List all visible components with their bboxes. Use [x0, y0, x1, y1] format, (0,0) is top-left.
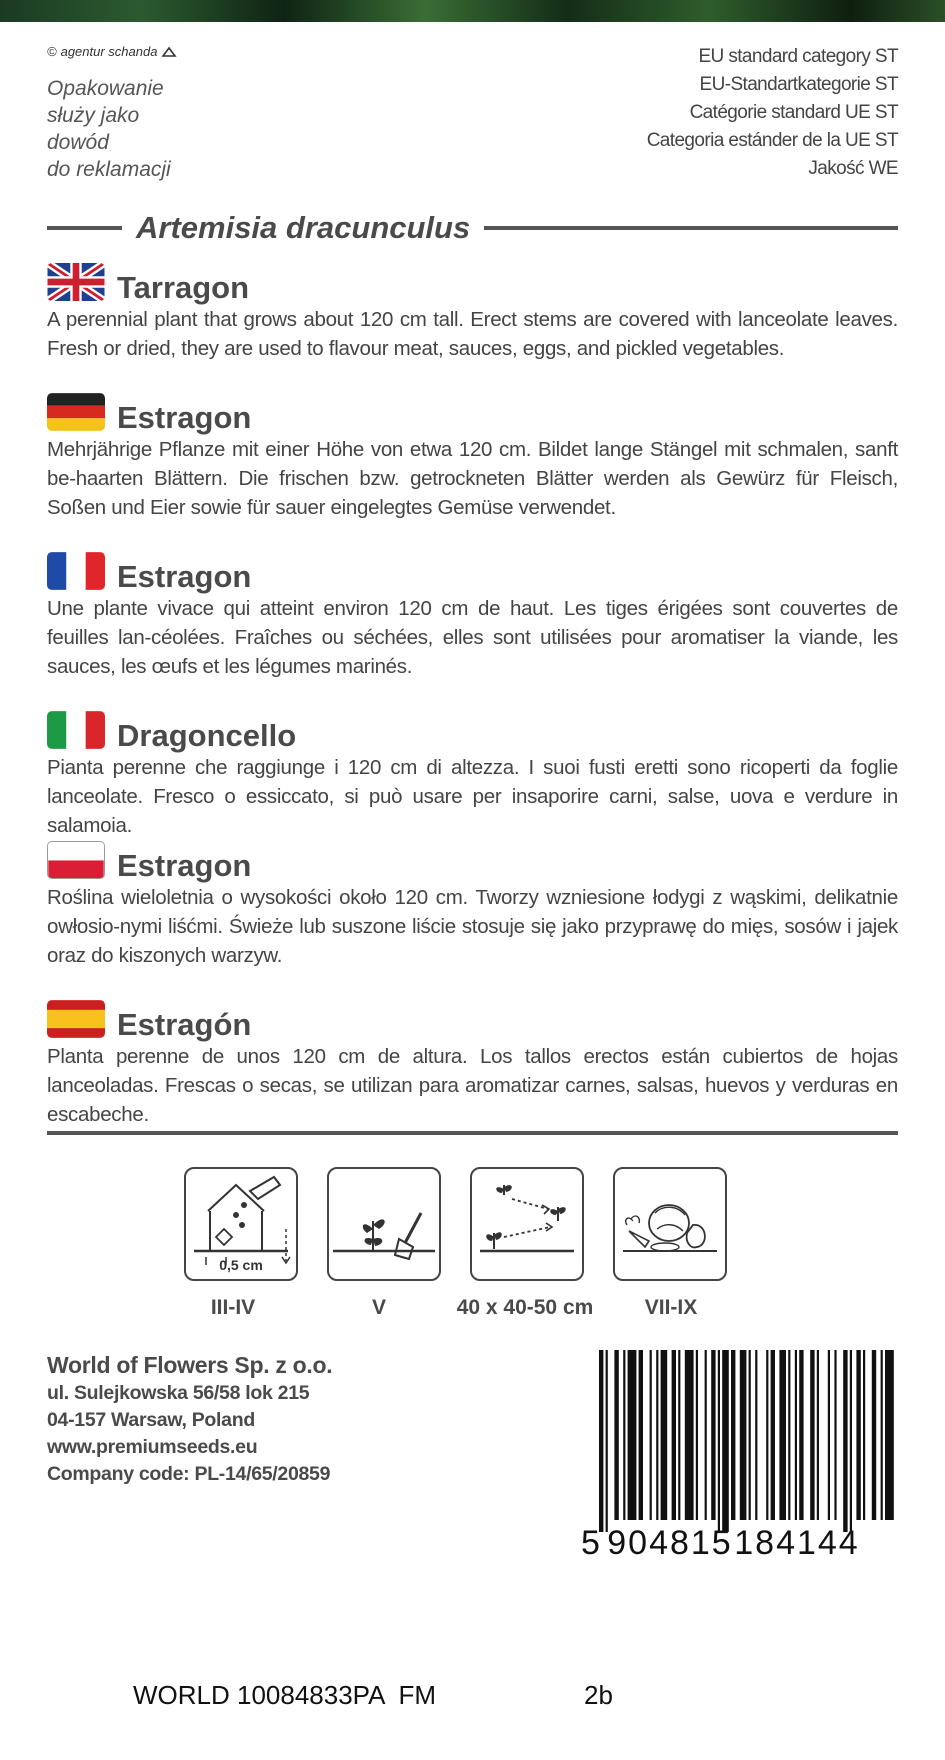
barcode-bar — [850, 1350, 852, 1532]
plant-description: Mehrjährige Pflanze mit einer Höhe von etwa 120 cm. Bildet lange Stängel mit schmalen, sanft be-haarten Blättern. Die frischen bzw. getrockneten Blätter werden als Gewürz für Fleisch, Soßen und Eier sowie für sauer eingelegtes Gemüse verwendet. — [47, 438, 898, 519]
plant-description: Roślina wieloletnia o wysokości około 120 cm. Tworzy wzniesione łodygi z wąskimi, delikatnie owłosio-nymi liśćmi. Świeże lub suszone liście stosuje się jako przyprawę do mięs, sosów i jajek oraz do kiszonych warzyw. — [47, 886, 898, 967]
sowing-depth-icon — [184, 1167, 298, 1281]
barcode-bar — [779, 1350, 786, 1520]
sowing-period: III-IV — [210, 1296, 256, 1319]
page-code: 2b — [584, 1680, 613, 1710]
standard-line: EU standard category ST — [698, 46, 898, 67]
barcode-bar — [614, 1350, 618, 1520]
complaint-line: dowód — [47, 131, 109, 154]
copyright-text: agentur schanda — [60, 44, 158, 59]
rule-left — [47, 226, 122, 230]
barcode-bar — [685, 1350, 694, 1520]
barcode-bar — [788, 1350, 790, 1520]
barcode-bar — [711, 1350, 715, 1520]
cultivation-labels — [160, 1296, 744, 1320]
plant-name: Estragon — [117, 559, 252, 594]
plant-description: Pianta perenne che raggiunge i 120 cm di altezza. I suoi fusti eretti sono ricoperti da foglie lanceolate. Fresco o essiccato, si può usare per insaporire carni, salse, uova e verdure in salamoia. — [47, 756, 898, 837]
barcode-right-digits: 184144 — [734, 1524, 860, 1560]
transplant-period: V — [371, 1296, 386, 1319]
barcode-bar — [817, 1350, 819, 1520]
plant-name: Estragon — [117, 400, 252, 435]
company-code: Company code: PL-14/65/20859 — [47, 1463, 331, 1485]
barcode-first-digit: 5 — [581, 1524, 600, 1560]
plant-name: Estragon — [117, 848, 252, 883]
header-photo-strip — [0, 0, 945, 22]
harvest-period: VII-IX — [644, 1296, 698, 1319]
company-website: www.premiumseeds.eu — [47, 1436, 258, 1458]
barcode-bar — [843, 1350, 847, 1532]
barcode-bar — [606, 1350, 608, 1532]
poland-flag-icon — [47, 841, 105, 879]
plant-name: Tarragon — [117, 270, 250, 305]
barcode-bar — [722, 1350, 729, 1532]
company-info — [47, 1350, 332, 1488]
spacing-value: 40 x 40-50 cm — [456, 1296, 594, 1319]
complaint-line: do reklamacji — [47, 158, 171, 181]
cultivation-icons — [184, 1167, 727, 1281]
barcode-bar — [656, 1350, 658, 1520]
language-section-en — [47, 261, 898, 363]
language-section-it — [47, 709, 898, 840]
barcode-bar — [696, 1350, 698, 1520]
barcode-bar — [795, 1350, 797, 1520]
copyright-icon: © — [47, 44, 57, 59]
barcode-bar — [834, 1350, 836, 1520]
barcode-bar — [755, 1350, 757, 1520]
barcode-bar — [628, 1350, 637, 1520]
language-section-fr — [47, 550, 898, 681]
barcode-bar — [661, 1350, 668, 1520]
barcode-bar — [599, 1350, 603, 1532]
complaint-note — [47, 75, 171, 183]
italy-flag-icon — [47, 711, 105, 749]
language-section-es — [47, 998, 898, 1129]
print-code: WORLD 10084833PA FM — [133, 1680, 436, 1710]
copyright-note — [47, 44, 177, 59]
barcode-bar — [650, 1350, 652, 1520]
barcode-left-digits: 904815 — [607, 1524, 733, 1560]
language-section-de — [47, 391, 898, 522]
barcode-bar — [705, 1350, 707, 1520]
barcode-bar — [672, 1350, 676, 1520]
plant-name: Dragoncello — [117, 718, 297, 753]
barcode-bar — [881, 1350, 883, 1520]
plant-description: Planta perenne de unos 120 cm de altura. Los tallos erectos están cubiertos de hojas lanceoladas. Frescas o secas, se utilizan para aromatizar carnes, salsas, huevos y verduras en escabeche. — [47, 1045, 898, 1126]
barcode-bar — [740, 1350, 747, 1520]
uk-flag-icon — [47, 263, 105, 301]
barcode-bar — [771, 1350, 775, 1520]
barcode-bar — [766, 1350, 768, 1520]
plant-description: A perennial plant that grows about 120 cm tall. Erect stems are covered with lanceolate leaves. Fresh or dried, they are used to flavour meat, sauces, eggs, and pickled vegetables. — [47, 308, 898, 360]
plant-spacing-icon — [470, 1167, 584, 1281]
barcode-bar — [749, 1350, 751, 1520]
barcode-bar — [639, 1350, 643, 1520]
spain-flag-icon — [47, 1000, 105, 1038]
standard-line: Jakość WE — [808, 158, 898, 179]
latin-name-row — [47, 208, 898, 248]
section-divider — [47, 1131, 898, 1135]
complaint-line: Opakowanie — [47, 77, 164, 100]
transplanting-icon — [327, 1167, 441, 1281]
barcode-bar — [718, 1350, 720, 1532]
barcode-bar — [678, 1350, 680, 1520]
barcode-bar — [856, 1350, 860, 1520]
rule-right — [484, 226, 898, 230]
barcode-bar — [810, 1350, 814, 1520]
barcode-bar — [799, 1350, 803, 1520]
company-name: World of Flowers Sp. z o.o. — [47, 1352, 333, 1378]
barcode-bar — [731, 1350, 735, 1520]
eu-standard-block — [647, 43, 898, 183]
plant-name: Estragón — [117, 1007, 252, 1042]
language-section-pl — [47, 839, 898, 970]
standard-line: EU-Standartkategorie ST — [699, 74, 898, 95]
france-flag-icon — [47, 552, 105, 590]
germany-flag-icon — [47, 393, 105, 431]
standard-line: Catégorie standard UE ST — [689, 102, 898, 123]
barcode-bar — [623, 1350, 625, 1520]
harvest-icon — [613, 1167, 727, 1281]
barcode-bar — [863, 1350, 865, 1520]
standard-line: Categoria estánder de la UE ST — [646, 130, 898, 151]
barcode-bar — [885, 1350, 894, 1520]
company-address-line: ul. Sulejkowska 56/58 lok 215 — [47, 1382, 310, 1404]
ean-barcode — [571, 1350, 899, 1560]
agency-logo-icon — [161, 46, 177, 58]
company-address-line: 04-157 Warsaw, Poland — [47, 1409, 255, 1431]
plant-description: Une plante vivace qui atteint environ 120 cm de haut. Les tiges érigées sont couvertes de feuilles lan-céolées. Fraîches ou séchées, elles sont utilisées pour aromatiser la viande, les sauces, les œufs et les légumes marinés. — [47, 597, 898, 678]
barcode-bar — [872, 1350, 876, 1520]
barcode-bar — [828, 1350, 830, 1520]
latin-name: Artemisia dracunculus — [136, 210, 471, 245]
sowing-depth-text: 0,5 cm — [219, 1257, 263, 1273]
complaint-line: służy jako — [47, 104, 140, 127]
